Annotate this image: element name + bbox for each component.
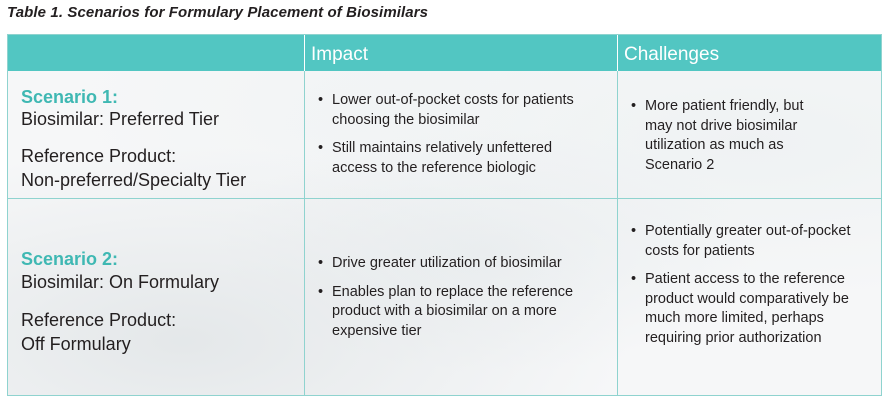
list-item: • Patient access to the reference product would comparatively be much more limited, perhaps requiring prior authorization [631,270,863,348]
header-challenges: Challenges [624,44,720,65]
scenario-reference-value: Off Formulary [21,334,131,354]
table-caption: Table 1. Scenarios for Formulary Placement of Biosimilars [7,4,429,21]
column-divider [617,35,618,395]
column-divider [304,35,305,395]
scenarios-table [7,34,882,396]
list-item: • More patient friendly, but may not drive biosimilar utilization as much as Scenario 2 [631,97,831,175]
impact-list [318,91,583,187]
header-divider [617,35,618,71]
scenario-reference-label: Reference Product: [21,310,177,330]
scenario-title: Scenario 2: [21,249,119,269]
scenario-reference-value: Non-preferred/Specialty Tier [21,170,247,190]
challenges-list [631,97,831,184]
list-item: • Potentially greater out-of-pocket costs for patients [631,222,863,261]
challenges-list [631,222,863,357]
scenario-title: Scenario 1: [21,87,119,107]
row-divider [8,198,881,199]
list-item: • Drive greater utilization of biosimilar [318,254,608,274]
impact-list [318,254,608,350]
header-impact: Impact [311,44,369,65]
scenario-biosimilar: Biosimilar: On Formulary [21,272,220,292]
scenario-reference-label: Reference Product: [21,146,177,166]
list-item: • Still maintains relatively unfettered access to the reference biologic [318,139,583,178]
list-item: • Enables plan to replace the reference product with a biosimilar on a more expensive tier [318,283,608,342]
scenario-biosimilar: Biosimilar: Preferred Tier [21,109,220,129]
table-header-row [8,35,881,71]
header-scenario [8,35,304,71]
list-item: • Lower out-of-pocket costs for patients choosing the biosimilar [318,91,583,130]
header-divider [304,35,305,71]
